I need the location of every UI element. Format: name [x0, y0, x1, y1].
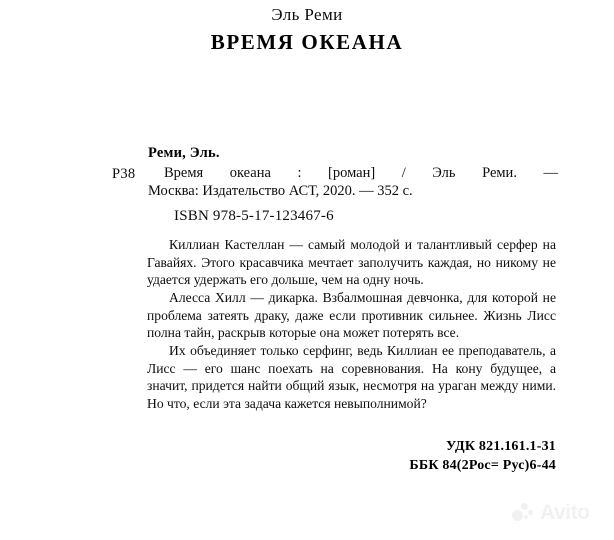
biblio-description-line-2: Москва: Издательство АСТ, 2020. — 352 с.	[148, 182, 413, 199]
biblio-author-heading: Реми, Эль.	[148, 145, 220, 161]
page-title: ВРЕМЯ ОКЕАНА	[210, 29, 404, 54]
annotation-paragraph: Их объединяет только серфинг, ведь Киллиан ее преподаватель, а Лисс — его шанс поехать на соревнования. На кону будущее, а значит, придется найти общий язык, несмотря на ураган между ними. Но что, если эта задача кажется невыполнимой?	[147, 343, 556, 412]
biblio-body	[112, 164, 558, 201]
isbn-value: ISBN 978-5-17-123467-6	[174, 208, 334, 225]
bbk-code: ББК 84(2Рос= Рус)6-44	[409, 458, 556, 474]
annotation-paragraph: Киллиан Кастеллан — самый молодой и талантливый серфер на Гавайях. Этого красавчика мечтает заполучить каждая, но никому не удается удержать его дольше, чем на одну ночь.	[147, 237, 556, 288]
classification-codes	[300, 437, 556, 476]
avito-watermark	[512, 496, 604, 528]
page-header	[0, 6, 614, 54]
book-annotation	[147, 236, 556, 413]
biblio-description-line-1: Время океана : [роман] / Эль Реми. —	[164, 164, 558, 181]
avito-logo-icon	[512, 501, 536, 523]
bibliographic-record	[112, 145, 558, 225]
avito-watermark-label: Avito	[540, 500, 590, 524]
header-author-name: Эль Реми	[271, 5, 343, 24]
biblio-description	[148, 164, 558, 201]
shelf-mark: Р38	[112, 165, 136, 182]
udk-code: УДК 821.161.1-31	[445, 439, 556, 454]
annotation-paragraph: Алесса Хилл — дикарка. Взбалмошная девчонка, для которой не проблема затеять драку, даже если противник сильнее. Жизнь Лисс полна тайн, раскрыв которые она может потерять все.	[147, 290, 556, 341]
